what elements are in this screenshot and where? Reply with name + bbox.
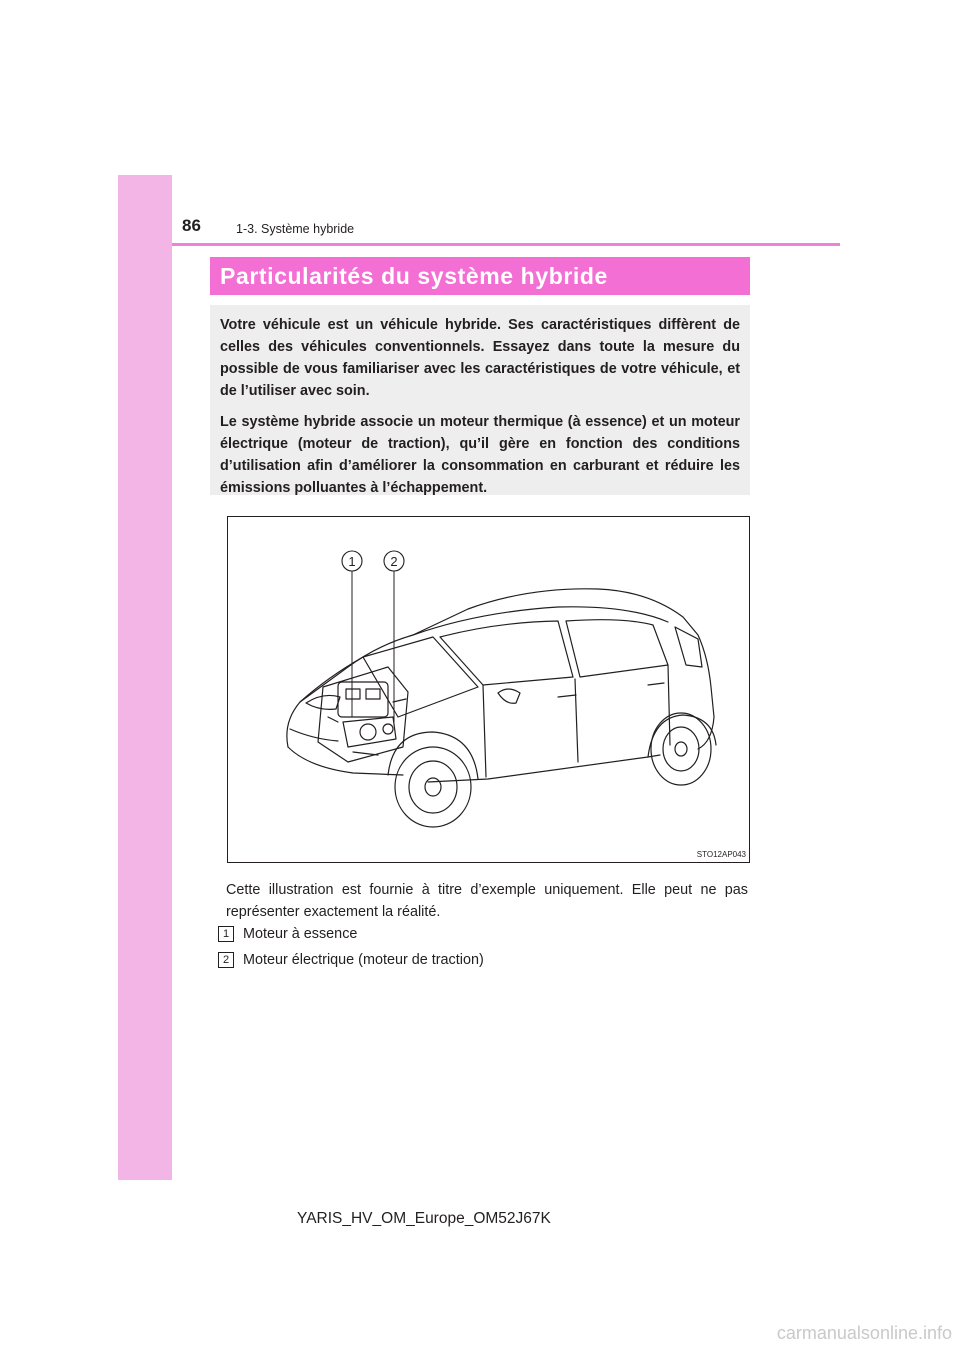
hybrid-car-illustration	[227, 516, 750, 863]
watermark: carmanualsonline.info	[776, 1323, 952, 1343]
intro-paragraph: Le système hybride associe un moteur thermique (à essence) et un moteur électrique (moteur de traction), qu’il gère en fonction des conditions d’utilisation afin d’améliorer la consommation en carburant et réduire les émissions polluantes à l’échappement.	[220, 414, 740, 496]
callout-2: 2	[390, 554, 398, 569]
header-rule	[172, 243, 840, 246]
intro-paragraph: Votre véhicule est un véhicule hybride. Ses caractéristiques diffèrent de celles des véhicules conventionnels. Essayez dans toute la mesure du possible de vous familiariser avec les caractéristiques de votre véhicule, et de l’utiliser avec soin.	[220, 317, 740, 399]
legend-number: 2	[218, 952, 234, 968]
side-tab-band	[118, 175, 172, 1180]
legend-label: Moteur à essence	[243, 926, 358, 942]
section-header: 1-3. Système hybride	[236, 222, 355, 236]
figure-code: STO12AP043	[696, 850, 746, 859]
legend-label: Moteur électrique (moteur de traction)	[243, 952, 484, 968]
callout-1: 1	[348, 554, 356, 569]
page-number: 86	[182, 216, 201, 235]
car-drawing	[228, 517, 750, 863]
figure-caption: Cette illustration est fournie à titre d’exemple uniquement. Elle peut ne pas représenter exactement la réalité.	[226, 882, 748, 920]
footer-code: YARIS_HV_OM_Europe_OM52J67K	[297, 1210, 551, 1227]
intro-box	[210, 305, 750, 495]
page-title: Particularités du système hybride	[210, 257, 750, 295]
legend-number: 1	[218, 926, 234, 942]
